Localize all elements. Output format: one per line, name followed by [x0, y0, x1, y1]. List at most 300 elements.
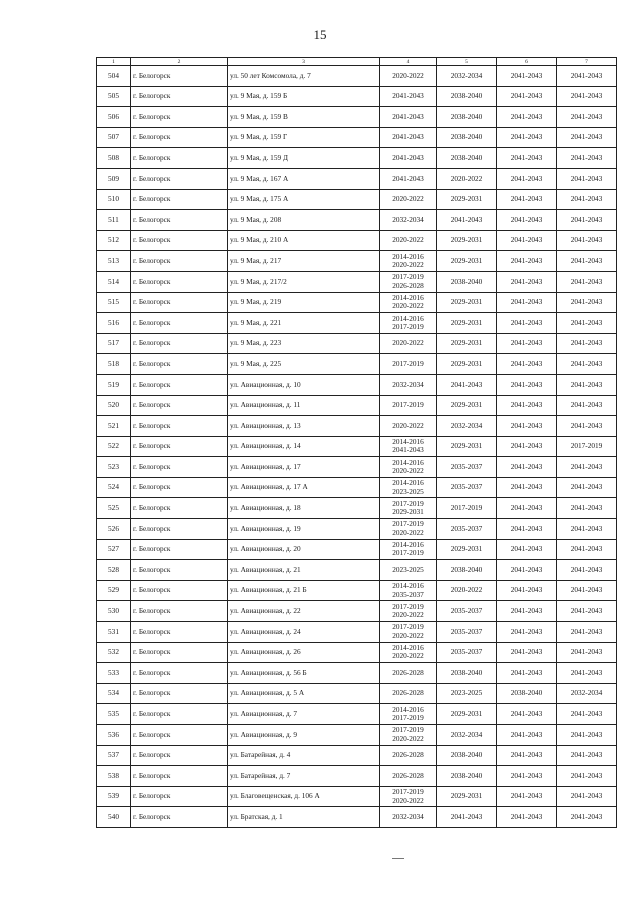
row-number-cell: 531: [97, 622, 131, 643]
period-cell: 2041-2043: [497, 457, 557, 478]
address-cell: ул. 9 Мая, д. 167 А: [228, 168, 380, 189]
row-number-cell: 528: [97, 560, 131, 581]
period-cell: 2041-2043: [557, 354, 617, 375]
period-cell: 2038-2040: [437, 663, 497, 684]
period-cell: [380, 374, 437, 395]
period-line: 2017-2019: [392, 787, 424, 797]
address-cell: ул. 9 Мая, д. 225: [228, 354, 380, 375]
period-line: 2014-2016: [392, 704, 424, 714]
row-number-cell: 540: [97, 807, 131, 828]
city-cell: г. Белогорск: [131, 622, 228, 643]
period-cell: [380, 107, 437, 128]
row-number-cell: 536: [97, 725, 131, 746]
city-cell: г. Белогорск: [131, 127, 228, 148]
period-cell: 2041-2043: [497, 725, 557, 746]
period-cell: 2041-2043: [557, 210, 617, 231]
address-cell: ул. 9 Мая, д. 221: [228, 313, 380, 334]
period-cell: 2032-2034: [437, 725, 497, 746]
address-cell: ул. Авиационная, д. 13: [228, 416, 380, 437]
period-line: 2014-2016: [392, 292, 424, 302]
period-cell: 2041-2043: [497, 519, 557, 540]
period-line: 2017-2019: [392, 713, 424, 723]
period-line: 2020-2022: [392, 527, 424, 537]
period-cell: 2038-2040: [437, 560, 497, 581]
period-cell: 2041-2043: [497, 560, 557, 581]
period-cell: 2041-2043: [557, 230, 617, 251]
period-cell: 2041-2043: [557, 251, 617, 272]
period-cell: 2041-2043: [497, 807, 557, 828]
period-cell: [380, 333, 437, 354]
period-line: 2032-2034: [392, 379, 424, 389]
period-cell: [380, 436, 437, 457]
period-cell: 2041-2043: [497, 168, 557, 189]
period-cell: 2032-2034: [557, 683, 617, 704]
period-cell: [380, 786, 437, 807]
period-line: 2017-2019: [392, 725, 424, 735]
schedule-table: [96, 57, 617, 828]
address-cell: ул. Авиационная, д. 56 Б: [228, 663, 380, 684]
address-cell: ул. Авиационная, д. 26: [228, 642, 380, 663]
period-line: 2020-2022: [392, 610, 424, 620]
row-number-cell: 533: [97, 663, 131, 684]
period-cell: 2041-2043: [557, 725, 617, 746]
period-cell: 2041-2043: [557, 395, 617, 416]
period-cell: 2041-2043: [557, 313, 617, 334]
address-cell: ул. Авиационная, д. 9: [228, 725, 380, 746]
period-line: 2017-2019: [392, 400, 424, 410]
row-number-cell: 524: [97, 477, 131, 498]
period-cell: 2041-2043: [557, 86, 617, 107]
table-row: [97, 519, 617, 540]
row-number-cell: 518: [97, 354, 131, 375]
period-line: 2020-2022: [392, 194, 424, 204]
period-cell: [380, 601, 437, 622]
period-cell: [380, 766, 437, 787]
period-cell: 2041-2043: [497, 313, 557, 334]
table-row: [97, 725, 617, 746]
address-cell: ул. 9 Мая, д. 159 В: [228, 107, 380, 128]
city-cell: г. Белогорск: [131, 210, 228, 231]
period-cell: 2041-2043: [557, 498, 617, 519]
period-cell: 2038-2040: [437, 271, 497, 292]
period-cell: 2041-2043: [497, 745, 557, 766]
table-row: [97, 663, 617, 684]
row-number-cell: 504: [97, 66, 131, 87]
period-cell: 2041-2043: [497, 477, 557, 498]
address-cell: ул. Благовещенская, д. 106 А: [228, 786, 380, 807]
period-line: 2020-2022: [392, 338, 424, 348]
period-cell: 2041-2043: [497, 271, 557, 292]
address-cell: ул. Авиационная, д. 24: [228, 622, 380, 643]
period-cell: 2038-2040: [437, 745, 497, 766]
table-row: [97, 745, 617, 766]
period-cell: 2029-2031: [437, 354, 497, 375]
period-cell: [380, 498, 437, 519]
period-cell: 2020-2022: [437, 580, 497, 601]
period-cell: 2041-2043: [557, 766, 617, 787]
city-cell: г. Белогорск: [131, 498, 228, 519]
table-row: [97, 333, 617, 354]
address-cell: ул. Батарейная, д. 7: [228, 766, 380, 787]
period-cell: [380, 292, 437, 313]
table-row: [97, 395, 617, 416]
period-line: 2014-2016: [392, 457, 424, 467]
period-cell: 2041-2043: [557, 786, 617, 807]
row-number-cell: 512: [97, 230, 131, 251]
row-number-cell: 529: [97, 580, 131, 601]
period-cell: 2035-2037: [437, 457, 497, 478]
period-cell: [380, 580, 437, 601]
period-line: 2023-2025: [392, 564, 424, 574]
period-cell: 2041-2043: [437, 374, 497, 395]
period-line: 2026-2028: [392, 770, 424, 780]
period-cell: 2041-2043: [557, 292, 617, 313]
table-row: [97, 86, 617, 107]
period-cell: 2041-2043: [557, 66, 617, 87]
period-cell: 2041-2043: [557, 642, 617, 663]
row-number-cell: 525: [97, 498, 131, 519]
period-cell: 2041-2043: [557, 704, 617, 725]
period-cell: 2041-2043: [497, 498, 557, 519]
period-line: 2014-2016: [392, 313, 424, 323]
address-cell: ул. 9 Мая, д. 217/2: [228, 271, 380, 292]
period-cell: 2041-2043: [557, 107, 617, 128]
city-cell: г. Белогорск: [131, 560, 228, 581]
table-row: [97, 271, 617, 292]
period-cell: [380, 725, 437, 746]
table-row: [97, 498, 617, 519]
period-line: 2017-2019: [392, 358, 424, 368]
period-cell: 2041-2043: [497, 86, 557, 107]
city-cell: г. Белогорск: [131, 271, 228, 292]
period-line: 2041-2043: [392, 91, 424, 101]
period-cell: 2038-2040: [437, 766, 497, 787]
period-line: 2017-2019: [392, 272, 424, 282]
city-cell: г. Белогорск: [131, 86, 228, 107]
row-number-cell: 513: [97, 251, 131, 272]
city-cell: г. Белогорск: [131, 395, 228, 416]
period-cell: 2041-2043: [497, 66, 557, 87]
table-row: [97, 292, 617, 313]
period-cell: 2041-2043: [497, 704, 557, 725]
period-cell: [380, 683, 437, 704]
city-cell: г. Белогорск: [131, 354, 228, 375]
row-number-cell: 516: [97, 313, 131, 334]
period-cell: 2041-2043: [497, 622, 557, 643]
period-cell: 2041-2043: [557, 601, 617, 622]
period-cell: 2041-2043: [497, 127, 557, 148]
scan-mark: [392, 858, 404, 859]
period-cell: [380, 519, 437, 540]
period-cell: 2032-2034: [437, 416, 497, 437]
page-number: 15: [313, 27, 327, 42]
period-cell: 2029-2031: [437, 395, 497, 416]
period-cell: 2029-2031: [437, 436, 497, 457]
city-cell: г. Белогорск: [131, 313, 228, 334]
period-cell: [380, 395, 437, 416]
period-cell: 2038-2040: [437, 127, 497, 148]
table-row: [97, 189, 617, 210]
period-cell: 2041-2043: [557, 148, 617, 169]
address-cell: ул. Авиационная, д. 10: [228, 374, 380, 395]
address-cell: ул. 9 Мая, д. 223: [228, 333, 380, 354]
period-cell: 2029-2031: [437, 539, 497, 560]
table-row: [97, 107, 617, 128]
city-cell: г. Белогорск: [131, 148, 228, 169]
period-cell: 2041-2043: [497, 601, 557, 622]
period-cell: [380, 807, 437, 828]
period-line: 2017-2019: [392, 622, 424, 632]
period-cell: [380, 663, 437, 684]
period-cell: 2038-2040: [437, 86, 497, 107]
address-cell: ул. 9 Мая, д. 217: [228, 251, 380, 272]
period-line: 2020-2022: [392, 70, 424, 80]
period-cell: 2041-2043: [497, 210, 557, 231]
row-number-cell: 515: [97, 292, 131, 313]
period-cell: 2041-2043: [497, 436, 557, 457]
address-cell: ул. Авиационная, д. 7: [228, 704, 380, 725]
table-row: [97, 539, 617, 560]
period-cell: 2041-2043: [557, 127, 617, 148]
table-row: [97, 683, 617, 704]
row-number-cell: 521: [97, 416, 131, 437]
period-cell: 2041-2043: [557, 477, 617, 498]
period-cell: 2041-2043: [497, 642, 557, 663]
period-line: 2020-2022: [392, 420, 424, 430]
address-cell: ул. 9 Мая, д. 159 Д: [228, 148, 380, 169]
period-line: 2041-2043: [392, 132, 424, 142]
period-cell: 2041-2043: [557, 457, 617, 478]
period-cell: 2041-2043: [557, 168, 617, 189]
period-cell: 2041-2043: [557, 271, 617, 292]
table-row: [97, 436, 617, 457]
column-number: 7: [557, 58, 617, 66]
city-cell: г. Белогорск: [131, 601, 228, 622]
period-cell: [380, 642, 437, 663]
city-cell: г. Белогорск: [131, 66, 228, 87]
column-number: 1: [97, 58, 131, 66]
period-line: 2017-2019: [392, 321, 424, 331]
period-line: 2020-2022: [392, 651, 424, 661]
period-cell: [380, 704, 437, 725]
period-line: 2014-2016: [392, 251, 424, 261]
table-row: [97, 251, 617, 272]
table-row: [97, 477, 617, 498]
period-cell: 2041-2043: [497, 416, 557, 437]
city-cell: г. Белогорск: [131, 189, 228, 210]
period-cell: 2041-2043: [497, 292, 557, 313]
period-cell: 2041-2043: [497, 189, 557, 210]
row-number-cell: 523: [97, 457, 131, 478]
table-row: [97, 148, 617, 169]
row-number-cell: 520: [97, 395, 131, 416]
period-line: 2041-2043: [392, 111, 424, 121]
period-line: 2020-2022: [392, 260, 424, 270]
period-cell: 2029-2031: [437, 786, 497, 807]
period-cell: [380, 745, 437, 766]
period-cell: 2041-2043: [497, 107, 557, 128]
period-cell: 2038-2040: [437, 148, 497, 169]
period-cell: [380, 251, 437, 272]
period-cell: [380, 168, 437, 189]
row-number-cell: 505: [97, 86, 131, 107]
address-cell: ул. Авиационная, д. 20: [228, 539, 380, 560]
period-cell: 2038-2040: [497, 683, 557, 704]
period-cell: 2041-2043: [557, 745, 617, 766]
period-cell: 2041-2043: [497, 230, 557, 251]
period-line: 2014-2016: [392, 581, 424, 591]
period-cell: 2041-2043: [497, 251, 557, 272]
period-cell: 2035-2037: [437, 622, 497, 643]
period-cell: [380, 86, 437, 107]
period-line: 2035-2037: [392, 589, 424, 599]
address-cell: ул. 9 Мая, д. 210 А: [228, 230, 380, 251]
row-number-cell: 534: [97, 683, 131, 704]
period-cell: 2041-2043: [557, 416, 617, 437]
row-number-cell: 538: [97, 766, 131, 787]
period-cell: [380, 622, 437, 643]
period-cell: 2035-2037: [437, 477, 497, 498]
row-number-cell: 522: [97, 436, 131, 457]
column-number: 4: [380, 58, 437, 66]
table-row: [97, 786, 617, 807]
period-cell: 2041-2043: [557, 663, 617, 684]
table-row: [97, 642, 617, 663]
row-number-cell: 526: [97, 519, 131, 540]
period-line: 2041-2043: [392, 173, 424, 183]
period-cell: [380, 230, 437, 251]
table-row: [97, 127, 617, 148]
address-cell: ул. Батарейная, д. 4: [228, 745, 380, 766]
row-number-cell: 510: [97, 189, 131, 210]
period-line: 2020-2022: [392, 795, 424, 805]
table-row: [97, 313, 617, 334]
period-cell: [380, 457, 437, 478]
period-cell: 2041-2043: [557, 189, 617, 210]
period-line: 2014-2016: [392, 478, 424, 488]
city-cell: г. Белогорск: [131, 519, 228, 540]
period-cell: [380, 354, 437, 375]
address-cell: ул. Авиационная, д. 5 А: [228, 683, 380, 704]
address-cell: ул. Авиационная, д. 21: [228, 560, 380, 581]
period-cell: [380, 271, 437, 292]
address-cell: ул. 9 Мая, д. 159 Б: [228, 86, 380, 107]
period-cell: [380, 539, 437, 560]
table-row: [97, 354, 617, 375]
table-row: [97, 704, 617, 725]
period-cell: 2029-2031: [437, 292, 497, 313]
city-cell: г. Белогорск: [131, 539, 228, 560]
city-cell: г. Белогорск: [131, 704, 228, 725]
city-cell: г. Белогорск: [131, 374, 228, 395]
period-cell: 2035-2037: [437, 601, 497, 622]
period-cell: 2041-2043: [497, 766, 557, 787]
address-cell: ул. Авиационная, д. 17 А: [228, 477, 380, 498]
period-cell: 2041-2043: [497, 663, 557, 684]
city-cell: г. Белогорск: [131, 766, 228, 787]
period-cell: 2029-2031: [437, 704, 497, 725]
address-cell: ул. Авиационная, д. 21 Б: [228, 580, 380, 601]
city-cell: г. Белогорск: [131, 642, 228, 663]
address-cell: ул. 9 Мая, д. 219: [228, 292, 380, 313]
period-cell: 2041-2043: [557, 374, 617, 395]
period-cell: 2029-2031: [437, 230, 497, 251]
row-number-cell: 519: [97, 374, 131, 395]
table-row: [97, 580, 617, 601]
city-cell: г. Белогорск: [131, 457, 228, 478]
period-line: 2014-2016: [392, 437, 424, 447]
period-line: 2032-2034: [392, 214, 424, 224]
period-cell: 2041-2043: [557, 807, 617, 828]
period-cell: 2020-2022: [437, 168, 497, 189]
period-line: 2017-2019: [392, 498, 424, 508]
city-cell: г. Белогорск: [131, 436, 228, 457]
city-cell: г. Белогорск: [131, 107, 228, 128]
period-cell: [380, 66, 437, 87]
period-cell: 2041-2043: [497, 148, 557, 169]
period-line: 2020-2022: [392, 235, 424, 245]
period-cell: 2038-2040: [437, 107, 497, 128]
period-line: 2041-2043: [392, 152, 424, 162]
address-cell: ул. 9 Мая, д. 159 Г: [228, 127, 380, 148]
period-cell: [380, 127, 437, 148]
address-cell: ул. Авиационная, д. 19: [228, 519, 380, 540]
period-line: 2014-2016: [392, 643, 424, 653]
period-cell: 2032-2034: [437, 66, 497, 87]
city-cell: г. Белогорск: [131, 725, 228, 746]
period-line: 2017-2019: [392, 548, 424, 558]
column-number: 6: [497, 58, 557, 66]
period-line: 2026-2028: [392, 280, 424, 290]
period-cell: 2041-2043: [497, 395, 557, 416]
period-cell: [380, 416, 437, 437]
period-cell: 2041-2043: [497, 786, 557, 807]
column-number: 2: [131, 58, 228, 66]
address-cell: ул. Братская, д. 1: [228, 807, 380, 828]
period-cell: 2041-2043: [557, 560, 617, 581]
period-line: 2026-2028: [392, 667, 424, 677]
address-cell: ул. 9 Мая, д. 175 А: [228, 189, 380, 210]
period-cell: [380, 189, 437, 210]
row-number-cell: 509: [97, 168, 131, 189]
period-cell: 2029-2031: [437, 251, 497, 272]
period-cell: 2041-2043: [557, 333, 617, 354]
period-cell: 2041-2043: [557, 580, 617, 601]
table-row: [97, 230, 617, 251]
period-cell: [380, 148, 437, 169]
period-cell: 2041-2043: [497, 539, 557, 560]
period-cell: 2041-2043: [557, 519, 617, 540]
row-number-cell: 514: [97, 271, 131, 292]
column-number: 5: [437, 58, 497, 66]
row-number-cell: 507: [97, 127, 131, 148]
row-number-cell: 517: [97, 333, 131, 354]
address-cell: ул. 50 лет Комсомола, д. 7: [228, 66, 380, 87]
period-cell: 2041-2043: [497, 374, 557, 395]
table-row: [97, 416, 617, 437]
city-cell: г. Белогорск: [131, 333, 228, 354]
column-number-row: [97, 58, 617, 66]
period-line: 2020-2022: [392, 630, 424, 640]
period-line: 2017-2019: [392, 519, 424, 529]
row-number-cell: 537: [97, 745, 131, 766]
period-cell: 2041-2043: [437, 210, 497, 231]
city-cell: г. Белогорск: [131, 230, 228, 251]
city-cell: г. Белогорск: [131, 292, 228, 313]
period-line: 2020-2022: [392, 733, 424, 743]
row-number-cell: 511: [97, 210, 131, 231]
table-row: [97, 374, 617, 395]
